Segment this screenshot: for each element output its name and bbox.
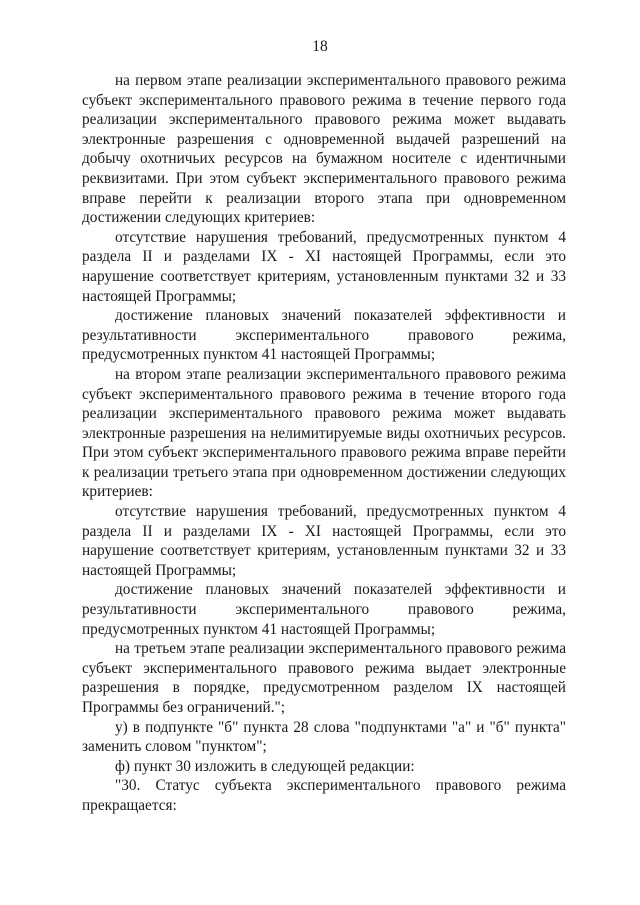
paragraph-criterion-targets: достижение плановых значений показателей эффективности и результативности экспериментального правового режима, предусмотренных пунктом 41 настоящей Программы; (82, 581, 566, 638)
paragraph-amendment-f: ф) пункт 30 изложить в следующей редакции: (115, 757, 415, 775)
page-number: 18 (312, 38, 328, 55)
paragraph-criterion-targets: достижение плановых значений показателей эффективности и результативности экспериментального правового режима, предусмотренных пунктом 41 настоящей Программы; (82, 307, 566, 364)
document-body (82, 71, 566, 816)
paragraph-stage-three: на третьем этапе реализации экспериментального правового режима субъект экспериментального правового режима выдает электронные разрешения в порядке, предусмотренном разделом IX настоящей Программы без ограничений."; (82, 640, 566, 716)
paragraph-criterion-no-violation: отсутствие нарушения требований, предусмотренных пунктом 4 раздела II и разделами IX - XI настоящей Программы, если это нарушение соответствует критериям, установленным пунктами 32 и 33 настоящей Программы; (82, 228, 566, 305)
paragraph-stage-two: на втором этапе реализации экспериментального правового режима субъект экспериментального правового режима в течение второго года реализации экспериментального правового режима может выдавать электронные разрешения на нелимитируемые виды охотничьих ресурсов. При этом субъект экспериментального правового режима вправе перейти к реализации третьего этапа при одновременном достижении следующих критериев: (82, 365, 566, 501)
paragraph-criterion-no-violation: отсутствие нарушения требований, предусмотренных пунктом 4 раздела II и разделами IX - XI настоящей Программы, если это нарушение соответствует критериям, установленным пунктами 32 и 33 настоящей Программы; (82, 503, 566, 579)
paragraph-clause-30: "30. Статус субъекта экспериментального правового режима прекращается: (82, 777, 566, 814)
paragraph-stage-one: на первом этапе реализации экспериментального правового режима субъект экспериментального правового режима в течение первого года реализации экспериментального правового режима может выдавать электронные разрешения с одновременной выдачей разрешений на добычу охотничьих ресурсов на бумажном носителе с идентичными реквизитами. При этом субъект экспериментального правового режима вправе перейти к реализации второго этапа при одновременном достижении следующих критериев: (82, 72, 566, 227)
paragraph-amendment-u: у) в подпункте "б" пункта 28 слова "подпунктами "а" и "б" пункта" заменить словом "пунктом"; (82, 718, 566, 756)
